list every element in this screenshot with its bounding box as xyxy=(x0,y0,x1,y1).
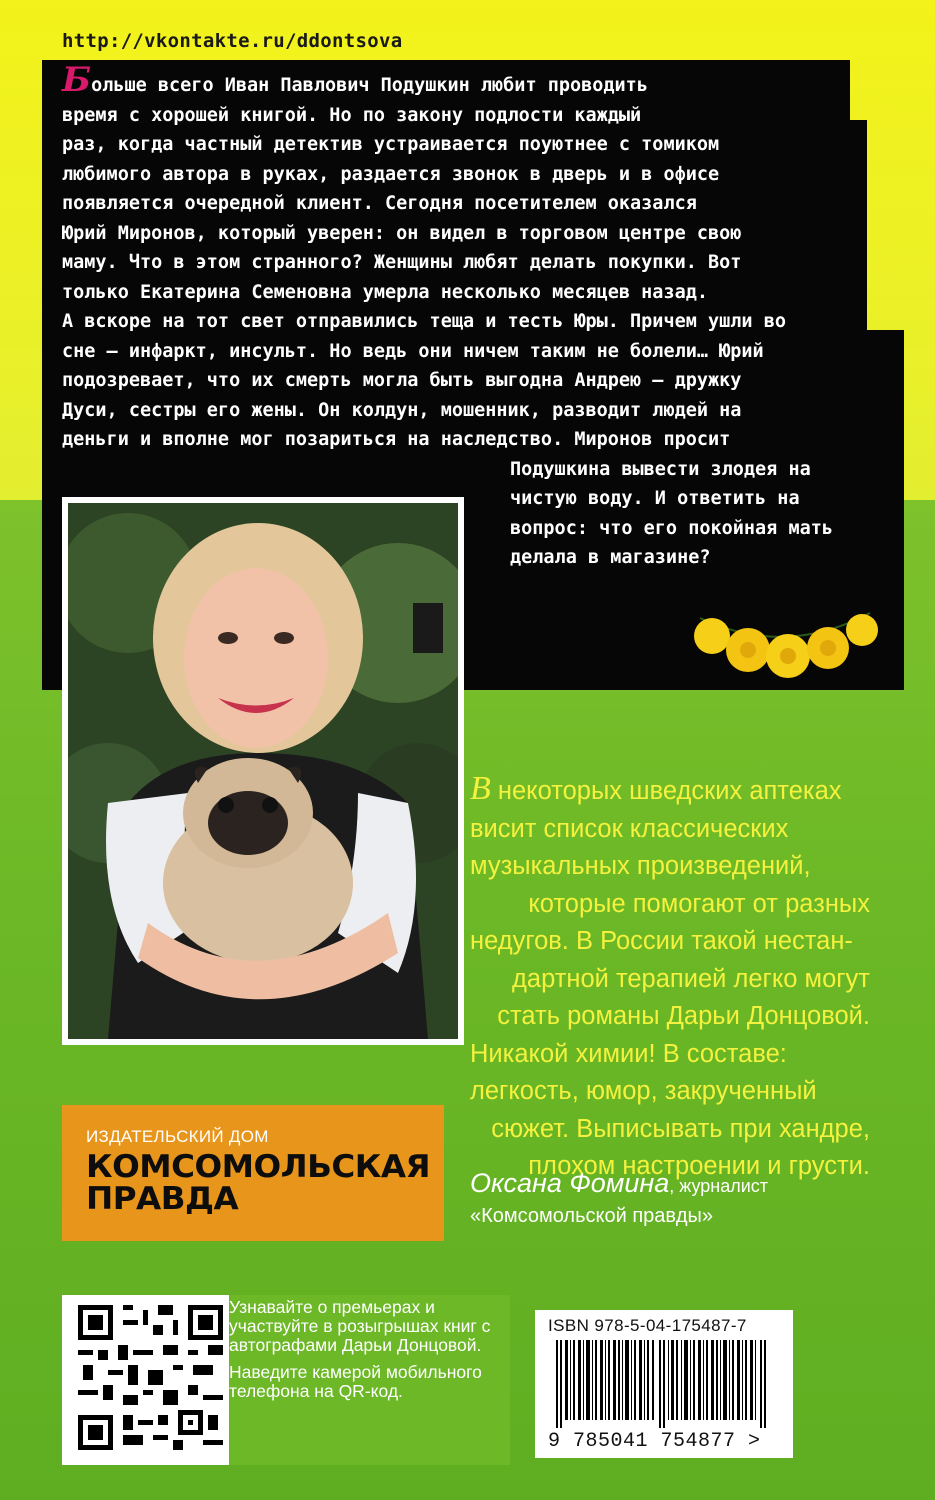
qr-scan-text: Наведите камерой мобильного телефона на QR-код. xyxy=(229,1362,482,1401)
author-publication: «Комсомольской правды» xyxy=(470,1205,713,1227)
barcode-digits: 9 785041 754877 > xyxy=(548,1430,761,1453)
barcode-icon xyxy=(556,1340,776,1428)
book-blurb: Больше всего Иван Павлович Подушкин любит проводить время с хорошей книгой. Но по закону подлости каждый раз, когда частный детектив устраивается поуютнее с томиком любимого автора в руках, раздается звонок в дверь и в офисе появляется очередной клиент. Сегодня посетителем оказался Юрий Миронов, который уверен: он видел в торговом центре свою маму. Что в этом странного? Женщины любят делать покупки. Вот только Екатерина Семеновна умерла несколько месяцев назад. А вскоре на тот свет отправились теща и тесть Юры. Причем ушли во сне — инфаркт, инсульт. Но ведь они ничем таким не болели… Юрий подозревает, что их смерть могла быть выгодна Андрею — дружку Дуси, сестры его жены. Он колдун, мошенник, разводит людей на деньги и вполне мог позариться на наследство. Миронов просит Подушкина вывести злодея на чистую воду. И ответить на вопрос: что его покойная мать делала в магазине? xyxy=(62,60,834,568)
publisher-small-label: ИЗДАТЕЛЬСКИЙ ДОМ xyxy=(86,1127,269,1146)
author-with-pug-image xyxy=(68,503,458,1039)
quote-author xyxy=(470,1168,768,1228)
author-role: , журналист xyxy=(669,1176,769,1196)
isbn-label: ISBN 978-5-04-175487-7 xyxy=(548,1316,747,1335)
qr-promo-text: Узнавайте о премьерах и участвуйте в розыгрышах книг с автографами Дарьи Донцовой. xyxy=(229,1297,491,1355)
quote-first-line: В некоторых шведских аптеках xyxy=(470,770,842,807)
blurb-dropcap: Б xyxy=(62,60,92,100)
author-name: Оксана Фомина xyxy=(470,1168,670,1198)
qr-code-icon[interactable] xyxy=(78,1305,223,1450)
qr-instructions xyxy=(229,1298,499,1401)
author-photo xyxy=(62,497,464,1045)
publisher-name: КОМСОМОЛЬСКАЯ ПРАВДА xyxy=(86,1149,431,1217)
quote-block: В некоторых шведских аптеках висит список классических музыкальных произведений, которые помогают от разных недугов. В России такой нестан- дартной терапией легко могут стать романы Дарьи Донцовой. Никакой химии! В составе: легкость, юмор, закрученный сюжет. Выписывать при хандре, плохом настроении и грусти. xyxy=(470,770,870,1180)
dandelion-wreath-image xyxy=(690,598,880,678)
publisher-logo xyxy=(62,1105,444,1241)
author-url[interactable]: http://vkontakte.ru/ddontsova xyxy=(62,30,403,52)
